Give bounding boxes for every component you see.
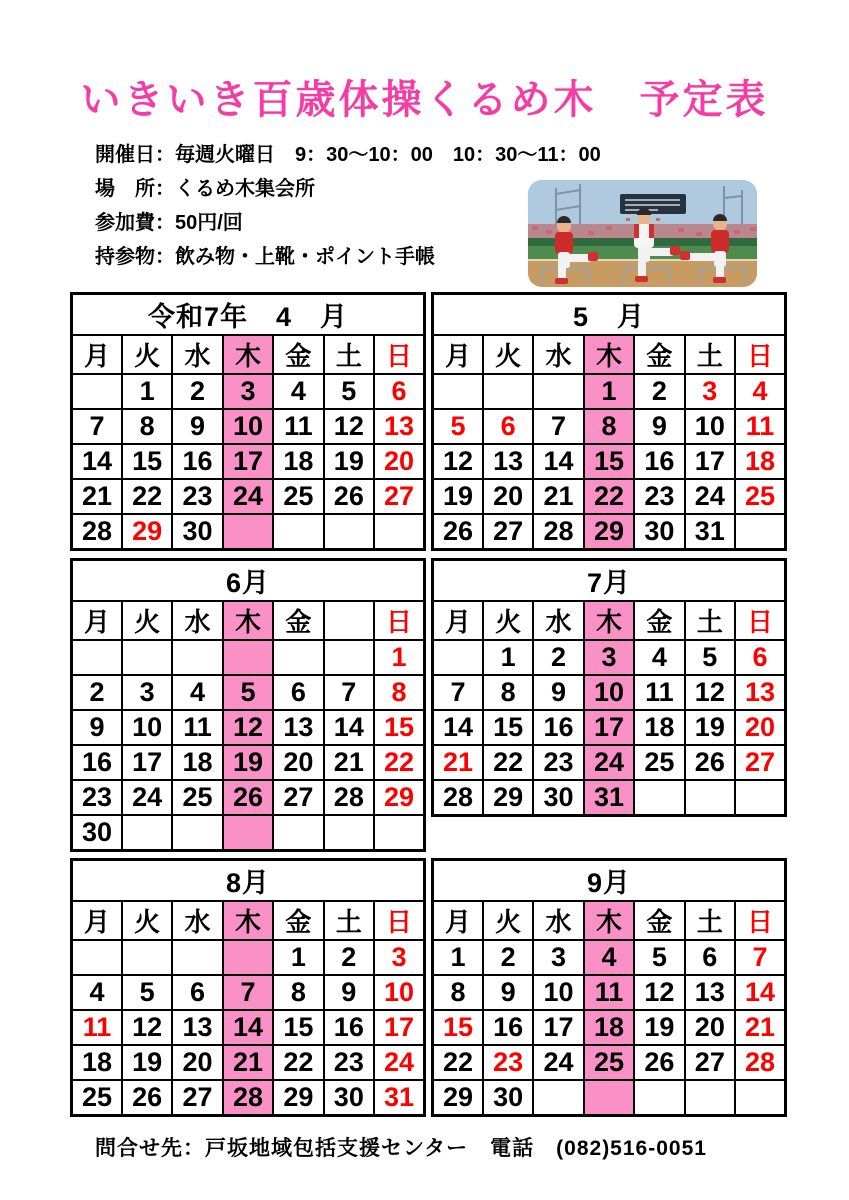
date-cell: 22 <box>122 479 172 514</box>
empty-cell <box>223 514 273 550</box>
calendar-april <box>70 292 426 551</box>
date-cell: 17 <box>533 1010 583 1045</box>
date-cell: 5 <box>685 640 735 675</box>
date-cell: 19 <box>433 479 483 514</box>
date-cell: 22 <box>584 479 634 514</box>
calendar-month-title: 9月 <box>433 860 786 902</box>
empty-cell <box>374 815 424 851</box>
date-cell: 11 <box>172 710 222 745</box>
date-cell: 21 <box>735 1010 785 1045</box>
date-cell: 24 <box>685 479 735 514</box>
date-cell: 7 <box>533 409 583 444</box>
calendar-month-title: 令和7年 4 月 <box>72 294 425 336</box>
date-cell: 15 <box>122 444 172 479</box>
date-cell: 13 <box>483 444 533 479</box>
weekday-header: 火 <box>483 335 533 374</box>
date-cell: 13 <box>374 409 424 444</box>
date-cell: 13 <box>273 710 323 745</box>
weekday-header: 木 <box>223 601 273 640</box>
empty-cell <box>735 780 785 816</box>
date-cell: 12 <box>122 1010 172 1045</box>
date-cell: 10 <box>122 710 172 745</box>
empty-cell <box>685 780 735 816</box>
empty-cell <box>634 780 684 816</box>
date-cell: 16 <box>634 444 684 479</box>
date-cell: 26 <box>433 514 483 550</box>
calendar-table <box>431 558 787 817</box>
date-cell: 21 <box>533 479 583 514</box>
date-cell: 19 <box>324 444 374 479</box>
date-cell: 31 <box>374 1080 424 1116</box>
date-cell: 24 <box>374 1045 424 1080</box>
date-cell: 25 <box>735 479 785 514</box>
date-cell: 16 <box>533 710 583 745</box>
date-cell: 12 <box>433 444 483 479</box>
date-cell: 19 <box>685 710 735 745</box>
info-block <box>95 138 601 274</box>
empty-cell <box>324 640 374 675</box>
weekday-header: 月 <box>433 901 483 940</box>
date-cell: 2 <box>634 374 684 409</box>
empty-cell <box>122 815 172 851</box>
date-cell: 27 <box>172 1080 222 1116</box>
date-cell: 4 <box>735 374 785 409</box>
date-cell: 20 <box>685 1010 735 1045</box>
date-cell: 24 <box>533 1045 583 1080</box>
stadium-photo-illustration <box>528 180 757 287</box>
empty-cell <box>433 374 483 409</box>
weekday-header: 土 <box>685 901 735 940</box>
date-cell: 10 <box>533 975 583 1010</box>
date-cell: 1 <box>584 374 634 409</box>
date-cell: 4 <box>634 640 684 675</box>
calendar-june <box>70 558 426 852</box>
date-cell: 28 <box>735 1045 785 1080</box>
date-cell: 29 <box>483 780 533 816</box>
empty-cell <box>72 640 122 675</box>
date-cell: 20 <box>374 444 424 479</box>
date-cell: 27 <box>735 745 785 780</box>
empty-cell <box>72 940 122 975</box>
date-cell: 9 <box>533 675 583 710</box>
empty-cell <box>223 940 273 975</box>
weekday-header: 日 <box>374 335 424 374</box>
date-cell: 27 <box>273 780 323 815</box>
date-cell: 17 <box>685 444 735 479</box>
date-cell: 1 <box>374 640 424 675</box>
date-cell: 19 <box>634 1010 684 1045</box>
weekday-header: 金 <box>634 901 684 940</box>
empty-cell <box>223 815 273 851</box>
date-cell: 13 <box>735 675 785 710</box>
calendar-month-title: 8月 <box>72 860 425 902</box>
date-cell: 25 <box>273 479 323 514</box>
date-cell: 10 <box>685 409 735 444</box>
date-cell: 2 <box>72 675 122 710</box>
date-cell: 10 <box>374 975 424 1010</box>
weekday-header <box>324 601 374 640</box>
date-cell: 3 <box>533 940 583 975</box>
date-cell: 24 <box>122 780 172 815</box>
empty-cell <box>483 374 533 409</box>
date-cell: 28 <box>324 780 374 815</box>
date-cell: 14 <box>735 975 785 1010</box>
date-cell: 17 <box>223 444 273 479</box>
date-cell: 31 <box>685 514 735 550</box>
date-cell: 22 <box>483 745 533 780</box>
date-cell: 14 <box>223 1010 273 1045</box>
date-cell: 17 <box>584 710 634 745</box>
date-cell: 9 <box>324 975 374 1010</box>
date-cell: 28 <box>72 514 122 550</box>
calendar-table <box>70 858 426 1117</box>
weekday-header: 月 <box>72 901 122 940</box>
empty-cell <box>735 514 785 550</box>
date-cell: 21 <box>433 745 483 780</box>
weekday-header: 日 <box>374 601 424 640</box>
date-cell: 16 <box>483 1010 533 1045</box>
date-cell: 26 <box>223 780 273 815</box>
date-cell: 30 <box>634 514 684 550</box>
date-cell: 12 <box>324 409 374 444</box>
date-cell: 2 <box>172 374 222 409</box>
date-cell: 3 <box>374 940 424 975</box>
date-cell: 13 <box>685 975 735 1010</box>
date-cell: 2 <box>324 940 374 975</box>
weekday-header: 月 <box>72 335 122 374</box>
date-cell: 13 <box>172 1010 222 1045</box>
date-cell: 23 <box>533 745 583 780</box>
date-cell: 27 <box>374 479 424 514</box>
date-cell: 6 <box>685 940 735 975</box>
info-line-place: 場 所：くるめ木集会所 <box>95 178 315 200</box>
empty-cell <box>172 940 222 975</box>
date-cell: 19 <box>122 1045 172 1080</box>
empty-cell <box>273 640 323 675</box>
date-cell: 18 <box>634 710 684 745</box>
empty-cell <box>433 640 483 675</box>
weekday-header: 日 <box>735 335 785 374</box>
date-cell: 3 <box>685 374 735 409</box>
empty-cell <box>172 640 222 675</box>
weekday-header: 火 <box>122 901 172 940</box>
calendar-may <box>431 292 787 551</box>
empty-cell <box>533 1080 583 1116</box>
date-cell: 20 <box>483 479 533 514</box>
date-cell: 1 <box>433 940 483 975</box>
date-cell: 26 <box>122 1080 172 1116</box>
weekday-header: 日 <box>735 901 785 940</box>
date-cell: 24 <box>584 745 634 780</box>
date-cell: 18 <box>584 1010 634 1045</box>
date-cell: 5 <box>433 409 483 444</box>
date-cell: 27 <box>685 1045 735 1080</box>
weekday-header: 金 <box>273 335 323 374</box>
date-cell: 15 <box>433 1010 483 1045</box>
date-cell: 10 <box>584 675 634 710</box>
date-cell: 30 <box>72 815 122 851</box>
date-cell: 20 <box>735 710 785 745</box>
date-cell: 11 <box>584 975 634 1010</box>
date-cell: 14 <box>324 710 374 745</box>
weekday-header: 日 <box>735 601 785 640</box>
date-cell: 6 <box>735 640 785 675</box>
date-cell: 12 <box>685 675 735 710</box>
calendar-table <box>70 292 426 551</box>
weekday-header: 水 <box>533 335 583 374</box>
date-cell: 3 <box>584 640 634 675</box>
date-cell: 2 <box>483 940 533 975</box>
date-cell: 22 <box>433 1045 483 1080</box>
date-cell: 18 <box>735 444 785 479</box>
date-cell: 9 <box>483 975 533 1010</box>
date-cell: 7 <box>433 675 483 710</box>
date-cell: 10 <box>223 409 273 444</box>
weekday-header: 金 <box>634 601 684 640</box>
weekday-header: 日 <box>374 901 424 940</box>
date-cell: 15 <box>273 1010 323 1045</box>
calendar-table <box>431 858 787 1117</box>
date-cell: 17 <box>374 1010 424 1045</box>
empty-cell <box>735 1080 785 1116</box>
weekday-header: 月 <box>433 335 483 374</box>
date-cell: 6 <box>172 975 222 1010</box>
date-cell: 12 <box>223 710 273 745</box>
weekday-header: 火 <box>483 901 533 940</box>
weekday-header: 木 <box>584 901 634 940</box>
date-cell: 3 <box>122 675 172 710</box>
date-cell: 6 <box>273 675 323 710</box>
weekday-header: 土 <box>324 901 374 940</box>
weekday-header: 水 <box>533 601 583 640</box>
date-cell: 5 <box>324 374 374 409</box>
date-cell: 8 <box>433 975 483 1010</box>
date-cell: 17 <box>122 745 172 780</box>
contact-info: 問合せ先：戸坂地域包括支援センター 電話 (082)516-0051 <box>95 1137 707 1160</box>
date-cell: 1 <box>483 640 533 675</box>
date-cell: 15 <box>584 444 634 479</box>
empty-cell <box>122 640 172 675</box>
date-cell: 4 <box>584 940 634 975</box>
weekday-header: 木 <box>584 335 634 374</box>
date-cell: 16 <box>72 745 122 780</box>
date-cell: 7 <box>324 675 374 710</box>
date-cell: 18 <box>172 745 222 780</box>
weekday-header: 火 <box>122 335 172 374</box>
weekday-header: 火 <box>122 601 172 640</box>
date-cell: 11 <box>634 675 684 710</box>
date-cell: 23 <box>483 1045 533 1080</box>
date-cell: 1 <box>273 940 323 975</box>
date-cell: 21 <box>72 479 122 514</box>
calendar-table <box>70 558 426 852</box>
empty-cell <box>273 514 323 550</box>
date-cell: 20 <box>273 745 323 780</box>
calendar-august <box>70 858 426 1117</box>
date-cell: 31 <box>584 780 634 816</box>
date-cell: 29 <box>122 514 172 550</box>
date-cell: 11 <box>735 409 785 444</box>
date-cell: 25 <box>172 780 222 815</box>
calendar-month-title: 6月 <box>72 560 425 602</box>
date-cell: 4 <box>172 675 222 710</box>
date-cell: 4 <box>72 975 122 1010</box>
date-cell: 23 <box>172 479 222 514</box>
weekday-header: 土 <box>685 335 735 374</box>
calendar-month-title: 5 月 <box>433 294 786 336</box>
weekday-header: 土 <box>685 601 735 640</box>
empty-cell <box>685 1080 735 1116</box>
date-cell: 14 <box>433 710 483 745</box>
empty-cell <box>72 374 122 409</box>
date-cell: 6 <box>374 374 424 409</box>
scoreboard <box>620 194 686 214</box>
date-cell: 18 <box>273 444 323 479</box>
date-cell: 23 <box>72 780 122 815</box>
empty-cell <box>374 514 424 550</box>
date-cell: 30 <box>324 1080 374 1116</box>
date-cell: 18 <box>72 1045 122 1080</box>
date-cell: 26 <box>685 745 735 780</box>
empty-cell <box>223 640 273 675</box>
date-cell: 11 <box>273 409 323 444</box>
date-cell: 16 <box>172 444 222 479</box>
date-cell: 29 <box>433 1080 483 1116</box>
empty-cell <box>273 815 323 851</box>
date-cell: 21 <box>223 1045 273 1080</box>
date-cell: 21 <box>324 745 374 780</box>
date-cell: 9 <box>172 409 222 444</box>
date-cell: 7 <box>735 940 785 975</box>
date-cell: 28 <box>533 514 583 550</box>
weekday-header: 木 <box>223 335 273 374</box>
date-cell: 29 <box>374 780 424 815</box>
date-cell: 23 <box>634 479 684 514</box>
weekday-header: 月 <box>433 601 483 640</box>
date-cell: 5 <box>122 975 172 1010</box>
calendar-month-title: 7月 <box>433 560 786 602</box>
date-cell: 8 <box>273 975 323 1010</box>
date-cell: 19 <box>223 745 273 780</box>
calendar-table <box>431 292 787 551</box>
date-cell: 14 <box>533 444 583 479</box>
date-cell: 8 <box>122 409 172 444</box>
date-cell: 22 <box>374 745 424 780</box>
weekday-header: 土 <box>324 335 374 374</box>
empty-cell <box>533 374 583 409</box>
weekday-header: 水 <box>172 601 222 640</box>
date-cell: 4 <box>273 374 323 409</box>
empty-cell <box>122 940 172 975</box>
date-cell: 3 <box>223 374 273 409</box>
weekday-header: 木 <box>223 901 273 940</box>
empty-cell <box>634 1080 684 1116</box>
date-cell: 9 <box>72 710 122 745</box>
date-cell: 30 <box>172 514 222 550</box>
date-cell: 27 <box>483 514 533 550</box>
weekday-header: 水 <box>172 901 222 940</box>
date-cell: 29 <box>273 1080 323 1116</box>
empty-cell <box>324 514 374 550</box>
date-cell: 26 <box>634 1045 684 1080</box>
calendar-july <box>431 558 787 817</box>
date-cell: 5 <box>634 940 684 975</box>
date-cell: 22 <box>273 1045 323 1080</box>
weekday-header: 金 <box>273 601 323 640</box>
date-cell: 25 <box>584 1045 634 1080</box>
date-cell: 30 <box>483 1080 533 1116</box>
date-cell: 8 <box>584 409 634 444</box>
date-cell: 11 <box>72 1010 122 1045</box>
weekday-header: 木 <box>584 601 634 640</box>
empty-cell <box>172 815 222 851</box>
weekday-header: 金 <box>634 335 684 374</box>
weekday-header: 水 <box>533 901 583 940</box>
stadium-exercise-photo <box>528 180 757 287</box>
info-line-schedule: 開催日：毎週火曜日 9：30～10：00 10：30～11：00 <box>95 144 601 166</box>
date-cell: 28 <box>223 1080 273 1116</box>
date-cell: 16 <box>324 1010 374 1045</box>
date-cell: 6 <box>483 409 533 444</box>
empty-cell <box>584 1080 634 1116</box>
date-cell: 5 <box>223 675 273 710</box>
date-cell: 28 <box>433 780 483 816</box>
page-title: いきいき百歳体操くるめ木 予定表 <box>80 78 769 122</box>
weekday-header: 火 <box>483 601 533 640</box>
date-cell: 20 <box>172 1045 222 1080</box>
date-cell: 14 <box>72 444 122 479</box>
date-cell: 1 <box>122 374 172 409</box>
date-cell: 12 <box>634 975 684 1010</box>
weekday-header: 水 <box>172 335 222 374</box>
empty-cell <box>324 815 374 851</box>
date-cell: 7 <box>72 409 122 444</box>
date-cell: 2 <box>533 640 583 675</box>
date-cell: 30 <box>533 780 583 816</box>
date-cell: 15 <box>374 710 424 745</box>
date-cell: 25 <box>634 745 684 780</box>
date-cell: 7 <box>223 975 273 1010</box>
weekday-header: 金 <box>273 901 323 940</box>
date-cell: 26 <box>324 479 374 514</box>
date-cell: 8 <box>483 675 533 710</box>
date-cell: 24 <box>223 479 273 514</box>
date-cell: 8 <box>374 675 424 710</box>
date-cell: 9 <box>634 409 684 444</box>
weekday-header: 月 <box>72 601 122 640</box>
calendar-september <box>431 858 787 1117</box>
date-cell: 23 <box>324 1045 374 1080</box>
date-cell: 15 <box>483 710 533 745</box>
info-line-fee: 参加費：50円/回 <box>95 212 243 234</box>
info-line-belongings: 持参物：飲み物・上靴・ポイント手帳 <box>95 246 435 268</box>
date-cell: 25 <box>72 1080 122 1116</box>
date-cell: 29 <box>584 514 634 550</box>
